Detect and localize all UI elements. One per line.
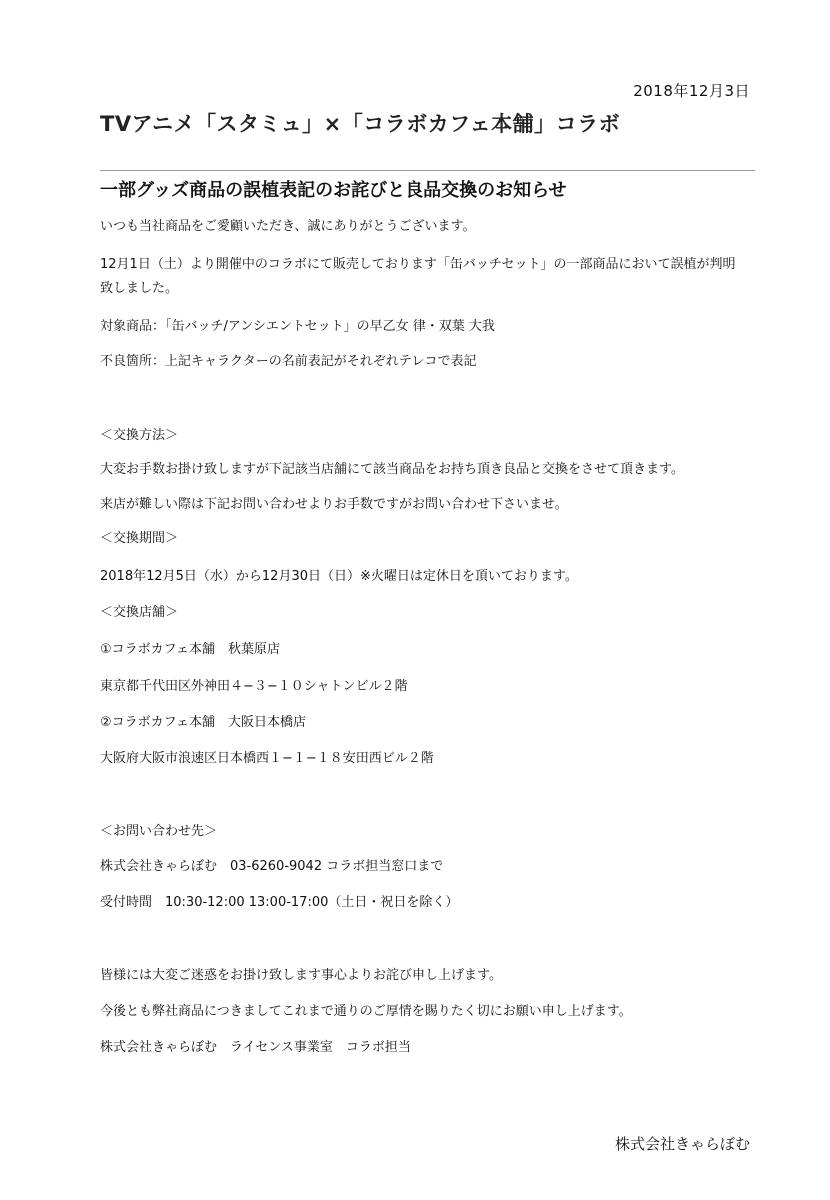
store-address: 大阪府大阪市浪速区日本橋西１−１−１８安田西ビル２階 xyxy=(100,751,434,766)
closing-request: 今後とも弊社商品につきましてこれまで通りのご厚情を賜りたく切にお願い申し上げます。 xyxy=(100,1004,632,1019)
contact-company-phone: 株式会社きゃらぼむ 03-6260-9042 コラボ担当窓口まで xyxy=(100,859,444,874)
contact-hours: 受付時間 10:30-12:00 13:00-17:00（土日・祝日を除く） xyxy=(100,895,459,910)
closing-department: 株式会社きゃらぼむ ライセンス事業室 コラボ担当 xyxy=(100,1040,411,1055)
company-signature: 株式会社きゃらぼむ xyxy=(614,1135,750,1153)
closing-apology: 皆様には大変ご迷惑をお掛け致します事心よりお詫び申し上げます。 xyxy=(100,968,502,983)
exchange-method-text-2: 来店が難しい際は下記お問い合わせよりお手数ですがお問い合わせ下さいませ。 xyxy=(100,497,568,512)
store-address: 東京都千代田区外神田４−３−１０シャトンビル２階 xyxy=(100,679,408,694)
notice-text: 12月1日（土）より開催中のコラボにて販売しております「缶バッチセット」の一部商品において誤植が判明致しました。 xyxy=(100,257,736,296)
exchange-stores-heading: ＜交換店舗＞ xyxy=(100,605,179,620)
contact-heading: ＜お問い合わせ先＞ xyxy=(100,824,218,839)
store-name: ②コラボカフェ本舗 大阪日本橋店 xyxy=(100,715,307,730)
exchange-method-text-1: 大変お手数お掛け致しますが下記該当店舗にて該当商品をお持ち頂き良品と交換をさせて頂きます。 xyxy=(100,462,684,477)
title-divider xyxy=(100,170,755,171)
target-product-text: 対象商品：「缶バッチ/アンシエントセット」の早乙女 律・双葉 大我 xyxy=(100,319,495,334)
page-title: TVアニメ「スタミュ」×「コラボカフェ本舗」コラボ xyxy=(100,112,621,136)
greeting-text: いつも当社商品をご愛顧いただき、誠にありがとうございます。 xyxy=(100,219,476,234)
defect-text: 不良箇所：上記キャラクターの名前表記がそれぞれテレコで表記 xyxy=(100,354,477,369)
exchange-period-heading: ＜交換期間＞ xyxy=(100,531,179,546)
document-date: 2018年12月3日 xyxy=(633,82,750,100)
store-name: ①コラボカフェ本舗 秋葉原店 xyxy=(100,642,281,657)
exchange-period-text: 2018年12月5日（水）から12月30日（日）※火曜日は定休日を頂いております。 xyxy=(100,569,578,584)
notice-subtitle: 一部グッズ商品の誤植表記のお詫びと良品交換のお知らせ xyxy=(100,180,567,201)
exchange-method-heading: ＜交換方法＞ xyxy=(100,428,179,443)
